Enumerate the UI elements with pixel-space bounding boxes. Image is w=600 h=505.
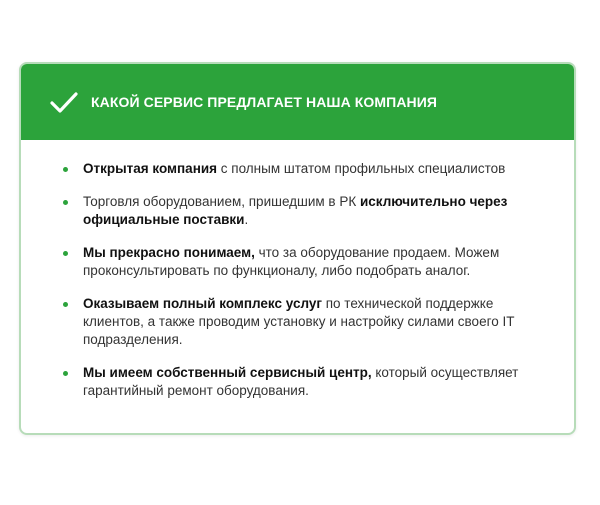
bullet-icon [63, 302, 68, 307]
list-item [63, 244, 534, 280]
card-header [21, 64, 574, 140]
item-text: с полным штатом профильных специалистов [217, 161, 506, 176]
item-text: по технической поддержке клиентов, а также проводим установку и настройку силами своего IT подразделения. [83, 296, 515, 347]
bullet-icon [63, 200, 68, 205]
item-bold: Открытая компания [83, 161, 218, 176]
item-text: который осуществляет гарантийный ремонт оборудования. [83, 365, 519, 398]
bullet-icon [63, 167, 68, 172]
bullet-icon [63, 371, 68, 376]
item-text-end: . [244, 212, 249, 227]
services-card [19, 62, 576, 435]
item-bold: Оказываем полный комплекс услуг [83, 296, 322, 311]
item-text: что за оборудование продаем. Можем проконсультировать по функционалу, либо подобрать аналог. [83, 245, 500, 278]
checkmark-icon [49, 90, 79, 114]
item-bold: исключительно через официальные поставки [83, 194, 508, 227]
list-item [63, 364, 534, 400]
item-text: Торговля оборудованием, пришедшим в РК [83, 194, 360, 209]
item-bold: Мы имеем собственный сервисный центр, [83, 365, 372, 380]
services-list [21, 140, 574, 400]
list-item [63, 193, 534, 229]
bullet-icon [63, 251, 68, 256]
card-title: КАКОЙ СЕРВИС ПРЕДЛАГАЕТ НАША КОМПАНИЯ [91, 94, 438, 110]
list-item [63, 295, 534, 349]
item-bold: Мы прекрасно понимаем, [83, 245, 255, 260]
list-item [63, 160, 534, 178]
